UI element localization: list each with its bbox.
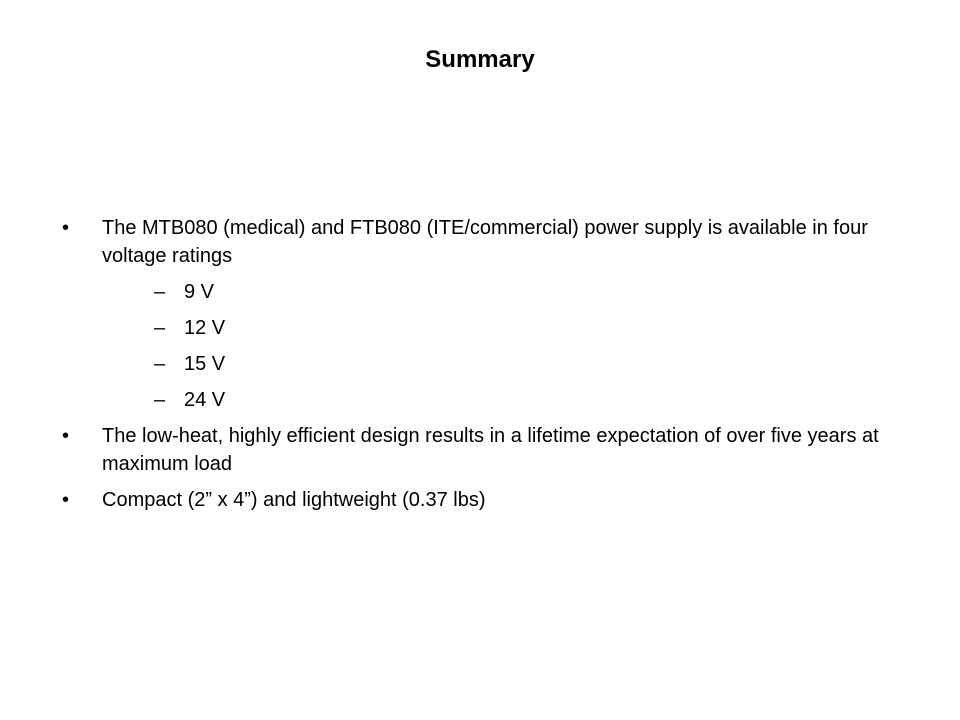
slide-title: Summary (425, 46, 535, 73)
bullet-item-voltage-ratings (62, 214, 922, 414)
bullet-item-lifetime (62, 422, 922, 478)
voltage-sub-list (102, 278, 922, 414)
bullet-text: The low-heat, highly efficient design results in a lifetime expectation of over five years at maximum load (102, 425, 879, 475)
bullet-marker: • (62, 489, 70, 511)
sub-bullet-24v (102, 386, 922, 414)
slide-body (62, 214, 922, 522)
bullet-marker: • (62, 217, 70, 239)
sub-bullet-text: 15 V (184, 353, 226, 375)
sub-bullet-marker: – (154, 317, 166, 339)
sub-bullet-text: 24 V (184, 389, 226, 411)
sub-bullet-marker: – (154, 281, 166, 303)
sub-bullet-marker: – (154, 353, 166, 375)
bullet-text: Compact (2” x 4”) and lightweight (0.37 lbs) (102, 489, 486, 511)
bullet-marker: • (62, 425, 70, 447)
bullet-item-size-weight (62, 486, 922, 514)
sub-bullet-text: 12 V (184, 317, 226, 339)
sub-bullet-12v (102, 314, 922, 342)
sub-bullet-9v (102, 278, 922, 306)
sub-bullet-15v (102, 350, 922, 378)
bullet-text: The MTB080 (medical) and FTB080 (ITE/commercial) power supply is available in four voltage ratings (102, 217, 868, 267)
sub-bullet-marker: – (154, 389, 166, 411)
sub-bullet-text: 9 V (184, 281, 215, 303)
